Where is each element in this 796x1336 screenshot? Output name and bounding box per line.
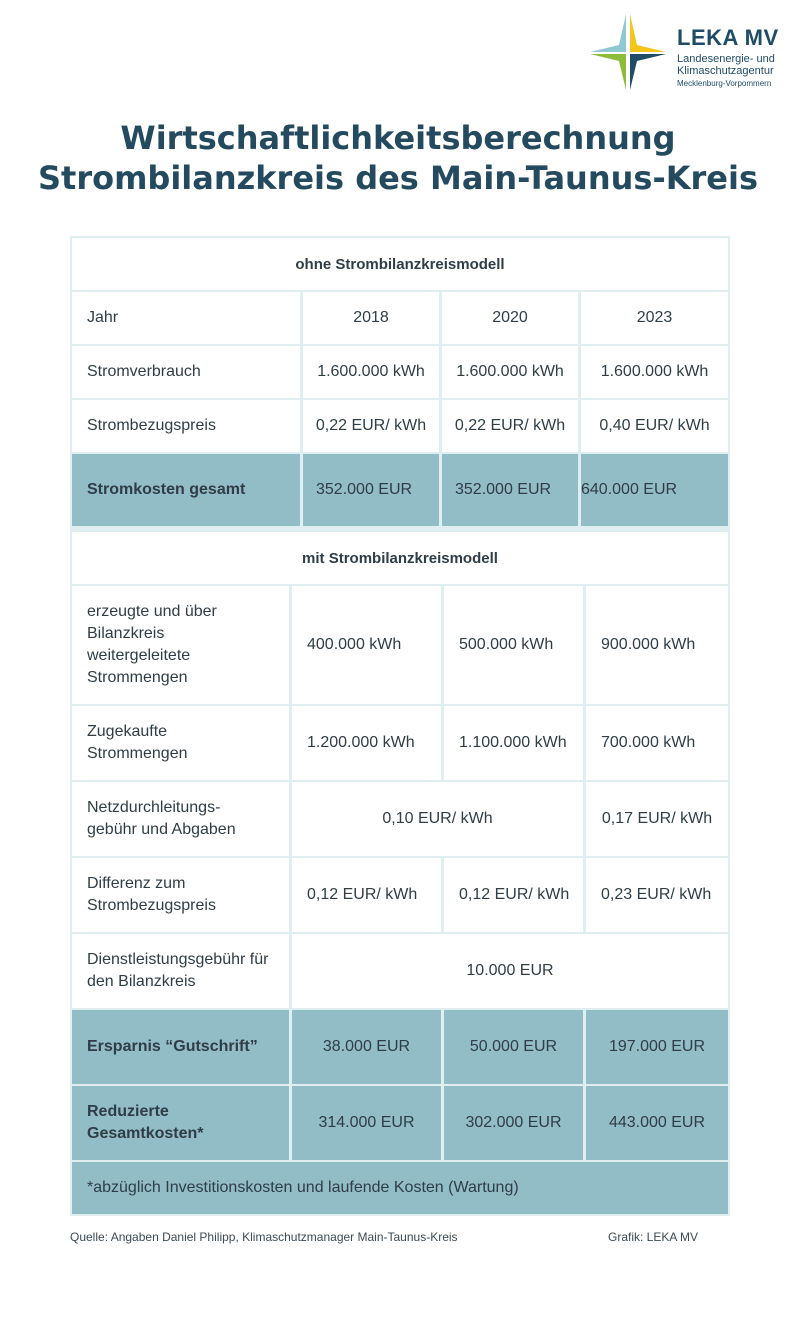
savings-2020: 50.000 EUR [444, 1010, 583, 1084]
total-cost-2023: 640.000 EUR [581, 454, 728, 526]
page-title [0, 118, 796, 198]
purchased-2018: 1.200.000 kWh [292, 706, 441, 780]
generated-2023: 900.000 kWh [586, 586, 728, 704]
leka-star-icon [588, 12, 668, 92]
generated-2020: 500.000 kWh [444, 586, 583, 704]
generated-label: erzeugte und über Bilanzkreis weitergeleitete Strommengen [72, 586, 289, 704]
reduced-cost-2023: 443.000 EUR [586, 1086, 728, 1160]
grid-fee-2018-2020: 0,10 EUR/ kWh [292, 782, 583, 856]
price-2020: 0,22 EUR/ kWh [442, 400, 578, 452]
price-2018: 0,22 EUR/ kWh [303, 400, 439, 452]
total-cost-2018: 352.000 EUR [303, 454, 439, 526]
consumption-2023: 1.600.000 kWh [581, 346, 728, 398]
service-fee-label: Dienstleistungsgebühr für den Bilanzkreis [72, 934, 289, 1008]
consumption-label: Stromverbrauch [72, 346, 300, 398]
price-label: Strombezugspreis [72, 400, 300, 452]
title-line-1: Wirtschaftlichkeitsberechnung [120, 119, 676, 157]
total-cost-2020: 352.000 EUR [442, 454, 578, 526]
reduced-cost-2020: 302.000 EUR [444, 1086, 583, 1160]
reduced-cost-2018: 314.000 EUR [292, 1086, 441, 1160]
year-label: Jahr [72, 292, 300, 344]
purchased-2020: 1.100.000 kWh [444, 706, 583, 780]
purchased-2023: 700.000 kWh [586, 706, 728, 780]
difference-label: Differenz zum Strombezugspreis [72, 858, 289, 932]
reduced-cost-label: Reduzierte Gesamtkosten* [72, 1086, 289, 1160]
graphic-credit: Grafik: LEKA MV [608, 1230, 699, 1244]
logo-subtitle-3: Mecklenburg-Vorpommern [677, 79, 772, 88]
savings-2023: 197.000 EUR [586, 1010, 728, 1084]
grid-fee-label: Netzdurchleitungs-gebühr und Abgaben [72, 782, 289, 856]
total-cost-label: Stromkosten gesamt [72, 454, 300, 526]
logo-subtitle-1: Landesenergie- und [677, 53, 775, 65]
difference-2023: 0,23 EUR/ kWh [586, 858, 728, 932]
source-note: Quelle: Angaben Daniel Philipp, Klimaschutzmanager Main-Taunus-Kreis [70, 1230, 458, 1244]
table-footnote: *abzüglich Investitionskosten und laufende Kosten (Wartung) [72, 1162, 728, 1214]
consumption-2018: 1.600.000 kWh [303, 346, 439, 398]
generated-2018: 400.000 kWh [292, 586, 441, 704]
savings-label: Ersparnis “Gutschrift” [72, 1010, 289, 1084]
savings-2018: 38.000 EUR [292, 1010, 441, 1084]
title-line-2: Strombilanzkreis des Main-Taunus-Kreis [37, 159, 759, 197]
logo-name: LEKA MV [677, 25, 779, 50]
year-2018: 2018 [303, 292, 439, 344]
section1-header: ohne Strombilanzkreismodell [72, 238, 728, 290]
logo-subtitle-2: Klimaschutzagentur [677, 65, 774, 77]
year-2023: 2023 [581, 292, 728, 344]
difference-2018: 0,12 EUR/ kWh [292, 858, 441, 932]
cost-table [70, 236, 730, 1216]
leka-logo [588, 12, 788, 92]
section2-header: mit Strombilanzkreismodell [72, 532, 728, 584]
purchased-label: Zugekaufte Strommengen [72, 706, 289, 780]
consumption-2020: 1.600.000 kWh [442, 346, 578, 398]
price-2023: 0,40 EUR/ kWh [581, 400, 728, 452]
grid-fee-2023: 0,17 EUR/ kWh [586, 782, 728, 856]
difference-2020: 0,12 EUR/ kWh [444, 858, 583, 932]
year-2020: 2020 [442, 292, 578, 344]
service-fee-value: 10.000 EUR [292, 934, 728, 1008]
